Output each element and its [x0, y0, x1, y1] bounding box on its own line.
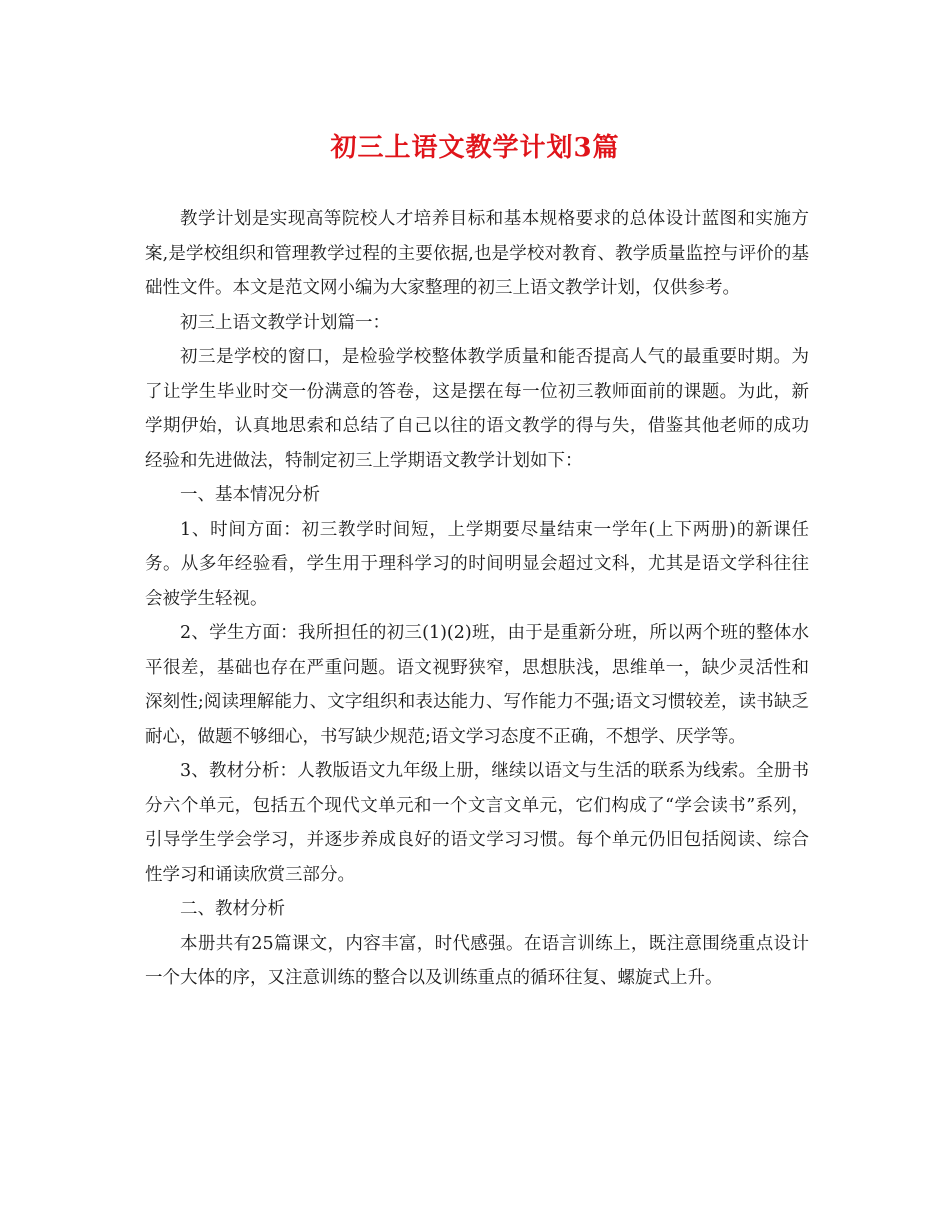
- paragraph-plan-one-intro: 初三是学校的窗口，是检验学校整体教学质量和能否提高人气的最重要时期。为了让学生毕业时交一份满意的答卷，这是摆在每一位初三教师面前的课题。为此，新学期伊始，认真地思索和总结了自己以往的语文教学的得与失，借鉴其他老师的成功经验和先进做法，特制定初三上学期语文教学计划如下：: [145, 347, 809, 471]
- paragraph-textbook-analysis: 3、教材分析：人教版语文九年级上册，继续以语文与生活的联系为线索。全册书分六个单元，包括五个现代文单元和一个文言文单元，它们构成了“学会读书”系列，引导学生学会学习，并逐步养成良好的语文学习习惯。每个单元仍旧包括阅读、综合性学习和诵读欣赏三部分。: [145, 761, 809, 885]
- section-heading-textbook-analysis: 二、教材分析: [180, 899, 285, 919]
- document-title: 初三上语文教学计划3篇: [330, 133, 620, 163]
- document-body: [145, 202, 809, 996]
- paragraph-intro: 教学计划是实现高等院校人才培养目标和基本规格要求的总体设计蓝图和实施方案,是学校组织和管理教学过程的主要依据,也是学校对教育、教学质量监控与评价的基础性文件。本文是范文网小编为大家整理的初三上语文教学计划，仅供参考。: [145, 209, 809, 298]
- paragraph-student-aspect: 2、学生方面：我所担任的初三(1)(2)班，由于是重新分班，所以两个班的整体水平很差，基础也存在严重问题。语文视野狭窄，思想肤浅，思维单一，缺少灵活性和深刻性;阅读理解能力、文字组织和表达能力、写作能力不强;语文习惯较差，读书缺乏耐心，做题不够细心，书写缺少规范;语文学习态度不正确，不想学、厌学等。: [145, 623, 809, 747]
- paragraph-plan-one-heading: 初三上语文教学计划篇一：: [180, 312, 390, 333]
- paragraph-textbook-content: 本册共有25篇课文，内容丰富，时代感强。在语言训练上，既注意围绕重点设计一个大体的序，又注意训练的整合以及训练重点的循环往复、螺旋式上升。: [145, 933, 809, 988]
- section-heading-basic-analysis: 一、基本情况分析: [180, 485, 320, 505]
- paragraph-time-aspect: 1、时间方面：初三教学时间短，上学期要尽量结束一学年(上下两册)的新课任务。从多年经验看，学生用于理科学习的时间明显会超过文科，尤其是语文学科往往会被学生轻视。: [145, 519, 809, 609]
